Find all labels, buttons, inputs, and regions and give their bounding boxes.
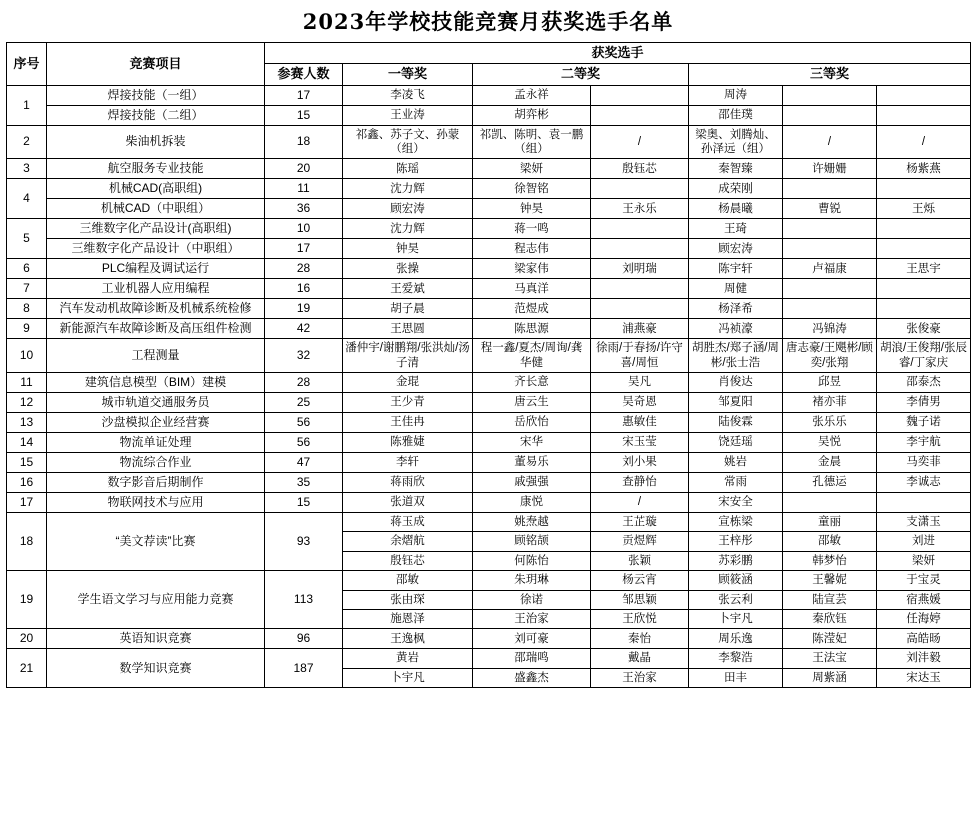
table-row xyxy=(7,219,971,239)
cell-second-prize-2: 贡煜辉 xyxy=(591,532,689,551)
cell-project: 汽车发动机故障诊断及机械系统检修 xyxy=(47,299,265,319)
cell-third-prize-3: 宿燕媛 xyxy=(877,590,971,609)
cell-project: “美文荐读”比赛 xyxy=(47,513,265,571)
cell-count: 15 xyxy=(265,493,343,513)
cell-count: 96 xyxy=(265,629,343,649)
table-row xyxy=(7,319,971,339)
cell-count: 47 xyxy=(265,453,343,473)
cell-second-prize-2: 邹思颖 xyxy=(591,590,689,609)
cell-first-prize: 张由琛 xyxy=(343,590,473,609)
cell-seq: 12 xyxy=(7,393,47,413)
cell-third-prize-3: 于宝灵 xyxy=(877,571,971,590)
cell-third-prize-2 xyxy=(783,219,877,239)
table-row xyxy=(7,571,971,590)
cell-third-prize-1: 顾宏涛 xyxy=(689,239,783,259)
cell-project: 三维数字化产品设计(高职组) xyxy=(47,219,265,239)
cell-third-prize-1: 苏彩鹏 xyxy=(689,551,783,570)
cell-project: 沙盘模拟企业经营赛 xyxy=(47,413,265,433)
cell-count: 15 xyxy=(265,105,343,125)
cell-seq: 13 xyxy=(7,413,47,433)
table-row xyxy=(7,105,971,125)
cell-third-prize-3: 王思宇 xyxy=(877,259,971,279)
cell-third-prize-2: 王法宝 xyxy=(783,649,877,668)
header-project: 竞赛项目 xyxy=(47,43,265,86)
cell-third-prize-2 xyxy=(783,85,877,105)
cell-third-prize-3 xyxy=(877,105,971,125)
cell-first-prize: 王佳冉 xyxy=(343,413,473,433)
cell-count: 20 xyxy=(265,159,343,179)
cell-third-prize-3: 李诚志 xyxy=(877,473,971,493)
cell-seq: 20 xyxy=(7,629,47,649)
cell-second-prize-1: 孟永祥 xyxy=(473,85,591,105)
cell-count: 25 xyxy=(265,393,343,413)
cell-seq: 11 xyxy=(7,373,47,393)
table-row xyxy=(7,179,971,199)
cell-first-prize: 潘仲宇/谢鹏翔/张洪灿/汤子清 xyxy=(343,339,473,373)
cell-third-prize-3: 李宇航 xyxy=(877,433,971,453)
cell-first-prize: 钟昊 xyxy=(343,239,473,259)
cell-third-prize-2 xyxy=(783,105,877,125)
cell-count: 32 xyxy=(265,339,343,373)
cell-count: 113 xyxy=(265,571,343,629)
cell-second-prize-1: 刘可豪 xyxy=(473,629,591,649)
cell-second-prize-2: 刘小果 xyxy=(591,453,689,473)
cell-second-prize-1: 宋华 xyxy=(473,433,591,453)
cell-second-prize-2: 张颖 xyxy=(591,551,689,570)
cell-first-prize: 顾宏涛 xyxy=(343,199,473,219)
cell-third-prize-3 xyxy=(877,493,971,513)
cell-seq: 21 xyxy=(7,649,47,688)
cell-second-prize-1: 马真洋 xyxy=(473,279,591,299)
cell-seq: 19 xyxy=(7,571,47,629)
cell-project: 建筑信息模型（BIM）建模 xyxy=(47,373,265,393)
cell-third-prize-2: / xyxy=(783,125,877,159)
cell-second-prize-2 xyxy=(591,279,689,299)
cell-third-prize-1: 成荣刚 xyxy=(689,179,783,199)
cell-project: 物流综合作业 xyxy=(47,453,265,473)
cell-count: 56 xyxy=(265,413,343,433)
cell-second-prize-2: 吴凡 xyxy=(591,373,689,393)
cell-second-prize-2: 戴晶 xyxy=(591,649,689,668)
cell-project: 焊接技能（一组） xyxy=(47,85,265,105)
cell-third-prize-3: 邵泰杰 xyxy=(877,373,971,393)
cell-project: 机械CAD(高职组) xyxy=(47,179,265,199)
cell-second-prize-2: 吴奇恩 xyxy=(591,393,689,413)
cell-third-prize-3: 高皓旸 xyxy=(877,629,971,649)
cell-project: 学生语文学习与应用能力竞赛 xyxy=(47,571,265,629)
table-row xyxy=(7,199,971,219)
cell-first-prize: 邵敏 xyxy=(343,571,473,590)
cell-count: 28 xyxy=(265,259,343,279)
table-row xyxy=(7,159,971,179)
cell-third-prize-3: 王烁 xyxy=(877,199,971,219)
cell-third-prize-1: 杨晨曦 xyxy=(689,199,783,219)
cell-third-prize-2 xyxy=(783,279,877,299)
table-body xyxy=(7,85,971,688)
cell-project: 物流单证处理 xyxy=(47,433,265,453)
cell-third-prize-3: 刘沣毅 xyxy=(877,649,971,668)
cell-second-prize-2: 徐雨/于春扬/许守喜/周恒 xyxy=(591,339,689,373)
cell-third-prize-1: 邹夏阳 xyxy=(689,393,783,413)
cell-third-prize-2: 金晨 xyxy=(783,453,877,473)
cell-second-prize-1: 朱玥琳 xyxy=(473,571,591,590)
cell-count: 11 xyxy=(265,179,343,199)
cell-third-prize-2: 卢福康 xyxy=(783,259,877,279)
cell-third-prize-3 xyxy=(877,239,971,259)
cell-second-prize-1: 徐诺 xyxy=(473,590,591,609)
header-third-prize: 三等奖 xyxy=(689,64,971,85)
cell-second-prize-1: 姚焘越 xyxy=(473,513,591,532)
cell-third-prize-2: 童丽 xyxy=(783,513,877,532)
cell-first-prize: 施恩泽 xyxy=(343,609,473,628)
cell-first-prize: 陈瑶 xyxy=(343,159,473,179)
cell-third-prize-3: 胡浪/王俊翔/张辰睿/丁家庆 xyxy=(877,339,971,373)
cell-second-prize-1: 顾铭颉 xyxy=(473,532,591,551)
cell-third-prize-2: 秦欣钰 xyxy=(783,609,877,628)
cell-third-prize-2: 王馨妮 xyxy=(783,571,877,590)
table-row xyxy=(7,299,971,319)
table-row xyxy=(7,239,971,259)
cell-second-prize-2 xyxy=(591,219,689,239)
cell-second-prize-2 xyxy=(591,179,689,199)
cell-count: 17 xyxy=(265,239,343,259)
cell-third-prize-3: 支潇玉 xyxy=(877,513,971,532)
cell-third-prize-2: 许姗姗 xyxy=(783,159,877,179)
cell-third-prize-1: 宋安全 xyxy=(689,493,783,513)
cell-count: 19 xyxy=(265,299,343,319)
cell-second-prize-2 xyxy=(591,299,689,319)
cell-third-prize-3 xyxy=(877,85,971,105)
cell-first-prize: 蒋雨欣 xyxy=(343,473,473,493)
cell-third-prize-2: 张乐乐 xyxy=(783,413,877,433)
cell-third-prize-3: 宋达玉 xyxy=(877,668,971,687)
cell-second-prize-2: 王治家 xyxy=(591,668,689,687)
cell-third-prize-3: 杨紫燕 xyxy=(877,159,971,179)
cell-count: 35 xyxy=(265,473,343,493)
cell-third-prize-2 xyxy=(783,179,877,199)
cell-third-prize-3: 马奕菲 xyxy=(877,453,971,473)
cell-third-prize-1: 冯祯濠 xyxy=(689,319,783,339)
page-title: 2023年学校技能竞赛月获奖选手名单 xyxy=(302,9,674,34)
cell-third-prize-1: 胡胜杰/郑子涵/周彬/张士浩 xyxy=(689,339,783,373)
cell-second-prize-1: 岳欣怡 xyxy=(473,413,591,433)
cell-second-prize-2: / xyxy=(591,125,689,159)
cell-first-prize: 李凌飞 xyxy=(343,85,473,105)
cell-seq: 2 xyxy=(7,125,47,159)
cell-first-prize: 王思圆 xyxy=(343,319,473,339)
cell-second-prize-1: 祁凯、陈明、袁一鹏（组） xyxy=(473,125,591,159)
cell-first-prize: 沈力辉 xyxy=(343,179,473,199)
cell-seq: 9 xyxy=(7,319,47,339)
cell-first-prize: 殷钰芯 xyxy=(343,551,473,570)
award-list-table xyxy=(6,42,971,688)
cell-second-prize-1: 胡弈彬 xyxy=(473,105,591,125)
cell-seq: 1 xyxy=(7,85,47,125)
header-second-prize: 二等奖 xyxy=(473,64,689,85)
table-row xyxy=(7,493,971,513)
cell-second-prize-2: 王永乐 xyxy=(591,199,689,219)
cell-seq: 7 xyxy=(7,279,47,299)
cell-third-prize-1: 杨泽希 xyxy=(689,299,783,319)
cell-count: 16 xyxy=(265,279,343,299)
cell-third-prize-1: 周涛 xyxy=(689,85,783,105)
cell-second-prize-2: 惠敏佳 xyxy=(591,413,689,433)
cell-third-prize-2: 陈滢妃 xyxy=(783,629,877,649)
cell-project: 三维数字化产品设计（中职组） xyxy=(47,239,265,259)
cell-third-prize-3 xyxy=(877,299,971,319)
cell-third-prize-3: 梁妍 xyxy=(877,551,971,570)
cell-second-prize-1: 程志伟 xyxy=(473,239,591,259)
cell-project: 新能源汽车故障诊断及高压组件检测 xyxy=(47,319,265,339)
cell-second-prize-2: 秦怡 xyxy=(591,629,689,649)
cell-third-prize-2: 褚亦菲 xyxy=(783,393,877,413)
cell-seq: 15 xyxy=(7,453,47,473)
cell-second-prize-1: 董易乐 xyxy=(473,453,591,473)
cell-third-prize-1: 卜宇凡 xyxy=(689,609,783,628)
cell-project: 焊接技能（二组） xyxy=(47,105,265,125)
cell-third-prize-1: 陈宇轩 xyxy=(689,259,783,279)
cell-third-prize-2 xyxy=(783,299,877,319)
cell-project: 数学知识竞赛 xyxy=(47,649,265,688)
cell-third-prize-3: 张俊豪 xyxy=(877,319,971,339)
cell-first-prize: 王爱斌 xyxy=(343,279,473,299)
cell-second-prize-2: 查静怡 xyxy=(591,473,689,493)
cell-second-prize-2: 殷钰芯 xyxy=(591,159,689,179)
cell-second-prize-2: 浦燕豪 xyxy=(591,319,689,339)
cell-second-prize-2: / xyxy=(591,493,689,513)
cell-project: 数字影音后期制作 xyxy=(47,473,265,493)
cell-first-prize: 金琨 xyxy=(343,373,473,393)
cell-project: 物联网技术与应用 xyxy=(47,493,265,513)
cell-third-prize-1: 宣栋梁 xyxy=(689,513,783,532)
cell-third-prize-3: 任海婷 xyxy=(877,609,971,628)
cell-third-prize-1: 肖俊达 xyxy=(689,373,783,393)
cell-second-prize-1: 何陈怡 xyxy=(473,551,591,570)
table-row xyxy=(7,393,971,413)
cell-third-prize-2: 唐志豪/王飓彬/顾奕/张翔 xyxy=(783,339,877,373)
cell-third-prize-1: 秦智臻 xyxy=(689,159,783,179)
table-row xyxy=(7,453,971,473)
cell-seq: 4 xyxy=(7,179,47,219)
cell-second-prize-1: 梁家伟 xyxy=(473,259,591,279)
cell-first-prize: 黄岩 xyxy=(343,649,473,668)
cell-count: 17 xyxy=(265,85,343,105)
header-seq: 序号 xyxy=(7,43,47,86)
table-row xyxy=(7,259,971,279)
cell-second-prize-1: 钟昊 xyxy=(473,199,591,219)
cell-second-prize-1: 邵瑞鸣 xyxy=(473,649,591,668)
table-row xyxy=(7,85,971,105)
cell-third-prize-3: / xyxy=(877,125,971,159)
cell-seq: 8 xyxy=(7,299,47,319)
cell-second-prize-1: 范煜成 xyxy=(473,299,591,319)
table-row xyxy=(7,513,971,532)
cell-third-prize-2: 孔德运 xyxy=(783,473,877,493)
cell-first-prize: 张操 xyxy=(343,259,473,279)
table-row xyxy=(7,373,971,393)
cell-first-prize: 余熠航 xyxy=(343,532,473,551)
cell-second-prize-1: 唐云生 xyxy=(473,393,591,413)
cell-third-prize-2: 吴悦 xyxy=(783,433,877,453)
cell-first-prize: 胡子晨 xyxy=(343,299,473,319)
cell-third-prize-1: 顾筱涵 xyxy=(689,571,783,590)
cell-second-prize-2: 宋玉莹 xyxy=(591,433,689,453)
cell-count: 93 xyxy=(265,513,343,571)
cell-seq: 14 xyxy=(7,433,47,453)
table-row xyxy=(7,279,971,299)
cell-third-prize-3: 李倩男 xyxy=(877,393,971,413)
cell-second-prize-1: 王治家 xyxy=(473,609,591,628)
cell-seq: 18 xyxy=(7,513,47,571)
cell-project: 城市轨道交通服务员 xyxy=(47,393,265,413)
cell-third-prize-3 xyxy=(877,179,971,199)
cell-count: 28 xyxy=(265,373,343,393)
cell-second-prize-1: 蒋一鸣 xyxy=(473,219,591,239)
cell-third-prize-1: 周健 xyxy=(689,279,783,299)
cell-third-prize-1: 姚岩 xyxy=(689,453,783,473)
cell-third-prize-2: 邵敏 xyxy=(783,532,877,551)
cell-third-prize-3 xyxy=(877,279,971,299)
cell-second-prize-2: 王芷璇 xyxy=(591,513,689,532)
cell-third-prize-1: 李黎浩 xyxy=(689,649,783,668)
cell-count: 36 xyxy=(265,199,343,219)
cell-count: 42 xyxy=(265,319,343,339)
cell-second-prize-2: 王欣悦 xyxy=(591,609,689,628)
cell-second-prize-1: 陈思源 xyxy=(473,319,591,339)
table-row xyxy=(7,433,971,453)
cell-third-prize-1: 陆俊霖 xyxy=(689,413,783,433)
cell-first-prize: 李轩 xyxy=(343,453,473,473)
cell-second-prize-2: 杨云宵 xyxy=(591,571,689,590)
cell-second-prize-1: 戚强强 xyxy=(473,473,591,493)
header-awarded: 获奖选手 xyxy=(265,43,971,64)
cell-count: 18 xyxy=(265,125,343,159)
table-row xyxy=(7,339,971,373)
cell-seq: 6 xyxy=(7,259,47,279)
cell-second-prize-1: 程一鑫/夏杰/周询/龚华健 xyxy=(473,339,591,373)
cell-third-prize-2 xyxy=(783,493,877,513)
cell-first-prize: 王逸枫 xyxy=(343,629,473,649)
cell-project: 工业机器人应用编程 xyxy=(47,279,265,299)
cell-third-prize-2: 韩梦怡 xyxy=(783,551,877,570)
cell-seq: 10 xyxy=(7,339,47,373)
table-row xyxy=(7,649,971,668)
cell-second-prize-2 xyxy=(591,85,689,105)
cell-project: 柴油机拆装 xyxy=(47,125,265,159)
cell-third-prize-1: 王梓彤 xyxy=(689,532,783,551)
cell-third-prize-1: 饶廷瑶 xyxy=(689,433,783,453)
cell-third-prize-1: 周乐逸 xyxy=(689,629,783,649)
header-count: 参赛人数 xyxy=(265,64,343,85)
cell-third-prize-1: 邵佳璞 xyxy=(689,105,783,125)
cell-second-prize-1: 盛鑫杰 xyxy=(473,668,591,687)
cell-seq: 16 xyxy=(7,473,47,493)
table-row xyxy=(7,473,971,493)
cell-third-prize-2: 冯锦涛 xyxy=(783,319,877,339)
cell-third-prize-2 xyxy=(783,239,877,259)
cell-first-prize: 蒋玉成 xyxy=(343,513,473,532)
cell-third-prize-1: 张云利 xyxy=(689,590,783,609)
cell-count: 187 xyxy=(265,649,343,688)
cell-third-prize-1: 梁奥、刘腾灿、孙泽远（组） xyxy=(689,125,783,159)
cell-count: 56 xyxy=(265,433,343,453)
cell-first-prize: 卜宇凡 xyxy=(343,668,473,687)
cell-third-prize-1: 王琦 xyxy=(689,219,783,239)
cell-second-prize-1: 康悦 xyxy=(473,493,591,513)
cell-third-prize-2: 邱昱 xyxy=(783,373,877,393)
cell-third-prize-1: 田丰 xyxy=(689,668,783,687)
cell-third-prize-3: 魏子诺 xyxy=(877,413,971,433)
cell-third-prize-2: 陆宣芸 xyxy=(783,590,877,609)
cell-second-prize-1: 梁妍 xyxy=(473,159,591,179)
cell-project: PLC编程及调试运行 xyxy=(47,259,265,279)
cell-third-prize-3: 刘进 xyxy=(877,532,971,551)
cell-second-prize-2: 刘明瑞 xyxy=(591,259,689,279)
cell-third-prize-1: 常雨 xyxy=(689,473,783,493)
cell-project: 英语知识竞赛 xyxy=(47,629,265,649)
cell-first-prize: 王少青 xyxy=(343,393,473,413)
cell-second-prize-2 xyxy=(591,239,689,259)
cell-first-prize: 张道双 xyxy=(343,493,473,513)
cell-third-prize-2: 周紫涵 xyxy=(783,668,877,687)
header-first-prize: 一等奖 xyxy=(343,64,473,85)
cell-second-prize-1: 齐长意 xyxy=(473,373,591,393)
cell-project: 工程测量 xyxy=(47,339,265,373)
cell-seq: 17 xyxy=(7,493,47,513)
cell-second-prize-2 xyxy=(591,105,689,125)
cell-count: 10 xyxy=(265,219,343,239)
table-row xyxy=(7,629,971,649)
cell-third-prize-3 xyxy=(877,219,971,239)
table-row xyxy=(7,413,971,433)
cell-seq: 3 xyxy=(7,159,47,179)
table-row xyxy=(7,125,971,159)
cell-first-prize: 祁鑫、苏子文、孙蒙（组） xyxy=(343,125,473,159)
cell-project: 机械CAD（中职组） xyxy=(47,199,265,219)
header-row-1 xyxy=(7,43,971,64)
cell-first-prize: 王业涛 xyxy=(343,105,473,125)
cell-third-prize-2: 曹锐 xyxy=(783,199,877,219)
cell-seq: 5 xyxy=(7,219,47,259)
table-head xyxy=(7,43,971,86)
cell-project: 航空服务专业技能 xyxy=(47,159,265,179)
cell-first-prize: 陈雅婕 xyxy=(343,433,473,453)
cell-first-prize: 沈力辉 xyxy=(343,219,473,239)
cell-second-prize-1: 徐智铭 xyxy=(473,179,591,199)
